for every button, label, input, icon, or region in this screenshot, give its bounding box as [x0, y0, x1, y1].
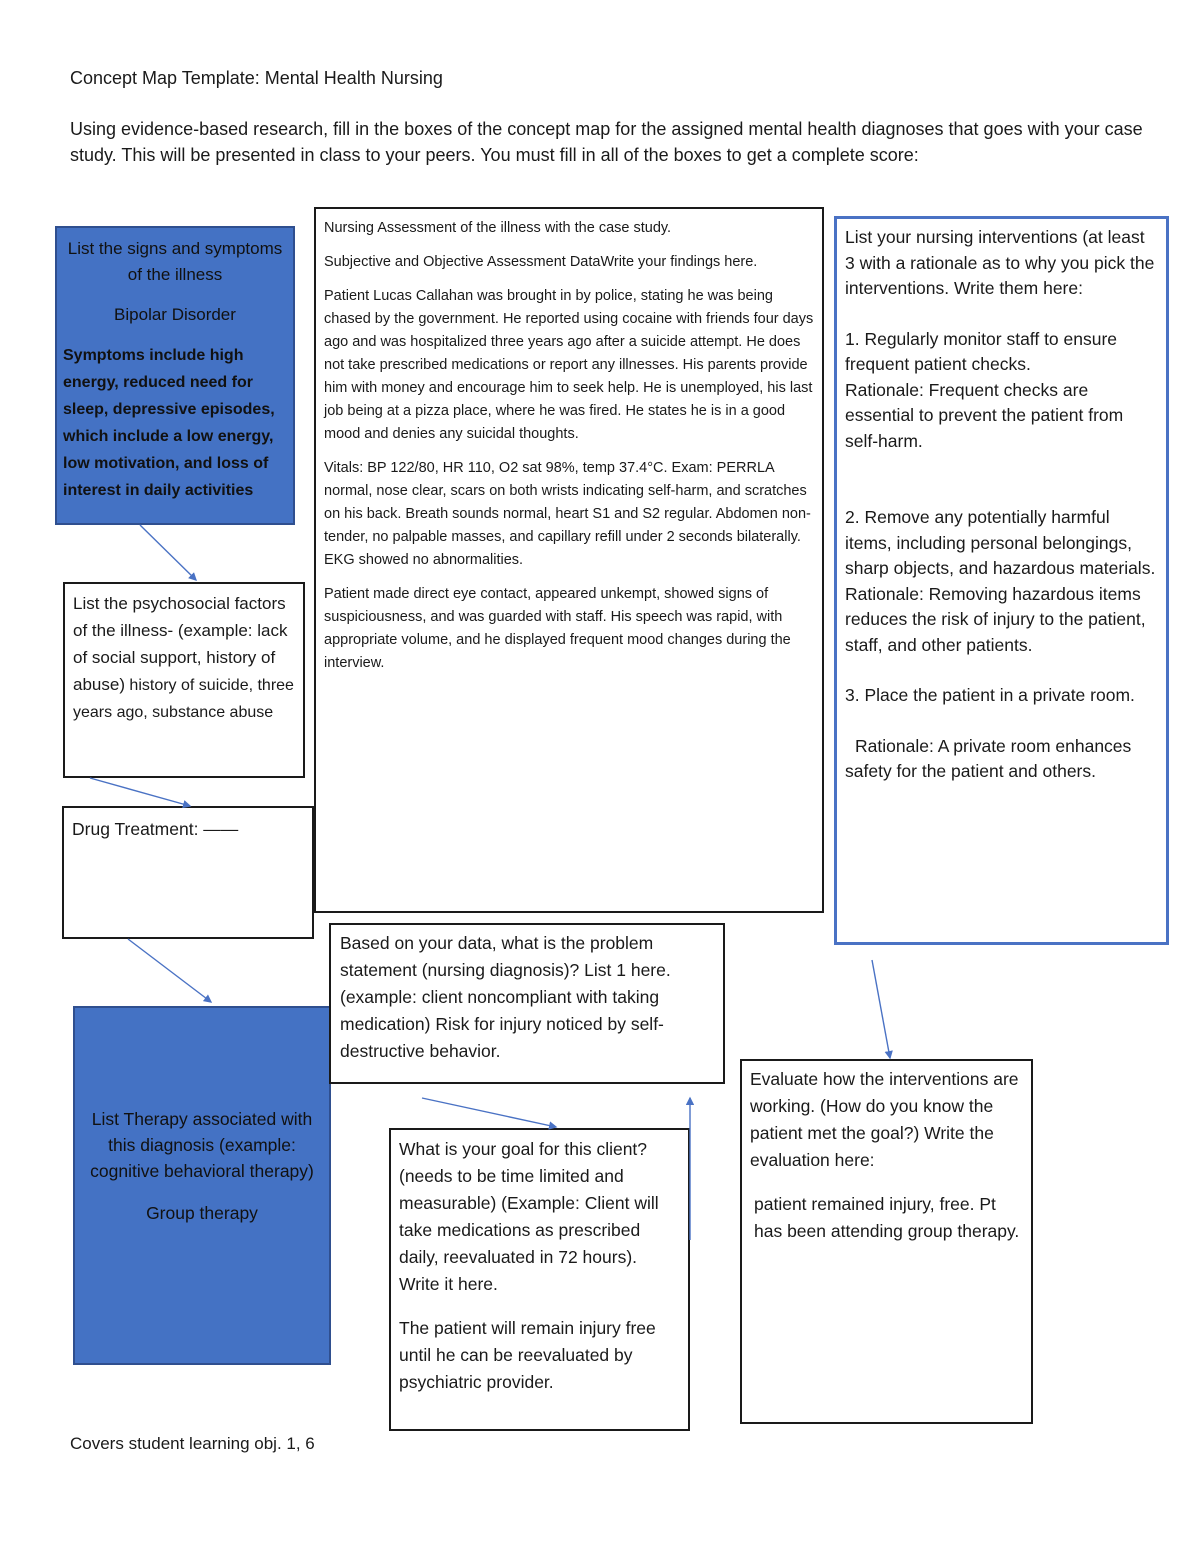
assessment-subheading: Subjective and Objective Assessment DataWrite your findings here.	[324, 254, 758, 270]
problem-answer: Risk for injury noticed by self-destructive behavior.	[340, 1014, 664, 1061]
assessment-vitals: Vitals: BP 122/80, HR 110, O2 sat 98%, temp 37.4°C. Exam: PERRLA normal, nose clear, scars on both wrists indicating self-harm, and scratches on his back. Breath sounds normal, heart S1 and S2 regular. Abdomen non-tender, no palpable masses, and capillary refill under 2 seconds bilaterally. EKG showed no abnormalities.	[324, 460, 811, 568]
arrow-drug-to-therapy	[128, 939, 211, 1002]
arrow-interventions-to-evaluation	[872, 960, 890, 1058]
goal-answer: The patient will remain injury free until he can be reevaluated by psychiatric provider.	[399, 1318, 656, 1392]
assessment-observations: Patient made direct eye contact, appeared unkempt, showed signs of suspiciousness, and was guarded with staff. His speech was rapid, with appropriate volume, and he displayed frequent mood changes during the interview.	[324, 586, 791, 671]
therapy-answer: Group therapy	[146, 1203, 258, 1223]
problem-statement-box[interactable]	[329, 923, 725, 1084]
evaluation-box[interactable]	[740, 1059, 1033, 1424]
intervention-2: 2. Remove any potentially harmful items, including personal belongings, sharp objects, and hazardous materials.	[845, 507, 1156, 578]
therapy-prompt: List Therapy associated with this diagnosis (example: cognitive behavioral therapy)	[90, 1109, 314, 1181]
signs-answer: Symptoms include high energy, reduced need for sleep, depressive episodes, which include a low energy, low motivation, and loss of interest in daily activities	[63, 347, 275, 499]
learning-objectives-footer: Covers student learning obj. 1, 6	[70, 1434, 315, 1453]
goal-box[interactable]	[389, 1128, 690, 1431]
arrow-signs-to-psychosocial	[140, 525, 196, 580]
psychosocial-box[interactable]	[63, 582, 305, 778]
drug-treatment-box[interactable]	[62, 806, 314, 939]
intervention-3: 3. Place the patient in a private room.	[845, 685, 1135, 705]
goal-prompt: What is your goal for this client? (needs to be time limited and measurable) (Example: Client will take medications as prescribed daily, reevaluated in 72 hours). Write it here.	[399, 1139, 659, 1294]
psychosocial-answer: history of suicide, three years ago, substance abuse	[73, 677, 294, 721]
assessment-box[interactable]	[314, 207, 824, 913]
assessment-heading: Nursing Assessment of the illness with the case study.	[324, 220, 672, 236]
rationale-3: Rationale: A private room enhances safety for the patient and others.	[845, 735, 1132, 781]
drug-treatment-label: Drug Treatment: ——	[72, 819, 239, 839]
arrow-problem-to-goal	[422, 1098, 556, 1127]
assessment-subjective: Patient Lucas Callahan was brought in by police, stating he was being chased by the government. He reported using cocaine with friends four days ago and was hospitalized three years ago after a suicide attempt. He does not take prescribed medications or report any illnesses. His parents provide him with money and encourage him to seek help. He is unemployed, his last job being at a pizza place, where he was fired. He states he is in a good mood and denies any suicidal thoughts.	[324, 288, 814, 442]
arrow-psychosocial-to-drug	[90, 778, 190, 806]
instructions: Using evidence-based research, fill in the boxes of the concept map for the assigned mental health diagnoses that goes with your case study. This will be presented in class to your peers. You must fill in all of the boxes to get a complete score:	[70, 119, 1143, 165]
psychosocial-prompt: List the psychosocial factors of the illness- (example: lack of social support, history of abuse)	[73, 594, 288, 694]
evaluation-answer: patient remained injury, free. Pt has been attending group therapy.	[754, 1194, 1020, 1241]
rationale-2: Rationale: Removing hazardous items reduces the risk of injury to the patient, staff, and other patients.	[845, 583, 1146, 655]
rationale-1: Rationale: Frequent checks are essential to prevent the patient from self-harm.	[845, 379, 1124, 451]
page-title: Concept Map Template: Mental Health Nursing	[70, 68, 443, 88]
evaluation-prompt: Evaluate how the interventions are working. (How do you know the patient met the goal?) Write the evaluation here:	[750, 1069, 1019, 1170]
intervention-1: 1. Regularly monitor staff to ensure frequent patient checks.	[845, 328, 1118, 374]
problem-prompt: Based on your data, what is the problem statement (nursing diagnosis)? List 1 here. (example: client noncompliant with taking medication)	[340, 933, 671, 1034]
signs-symptoms-box[interactable]	[55, 226, 295, 525]
interventions-prompt: List your nursing interventions (at least 3 with a rationale as to why you pick the interventions. Write them here:	[845, 227, 1155, 298]
interventions-box[interactable]	[834, 216, 1169, 945]
therapy-box[interactable]	[73, 1006, 331, 1365]
diagnosis-name: Bipolar Disorder	[114, 305, 236, 324]
signs-prompt: List the signs and symptoms of the illness	[67, 239, 283, 284]
